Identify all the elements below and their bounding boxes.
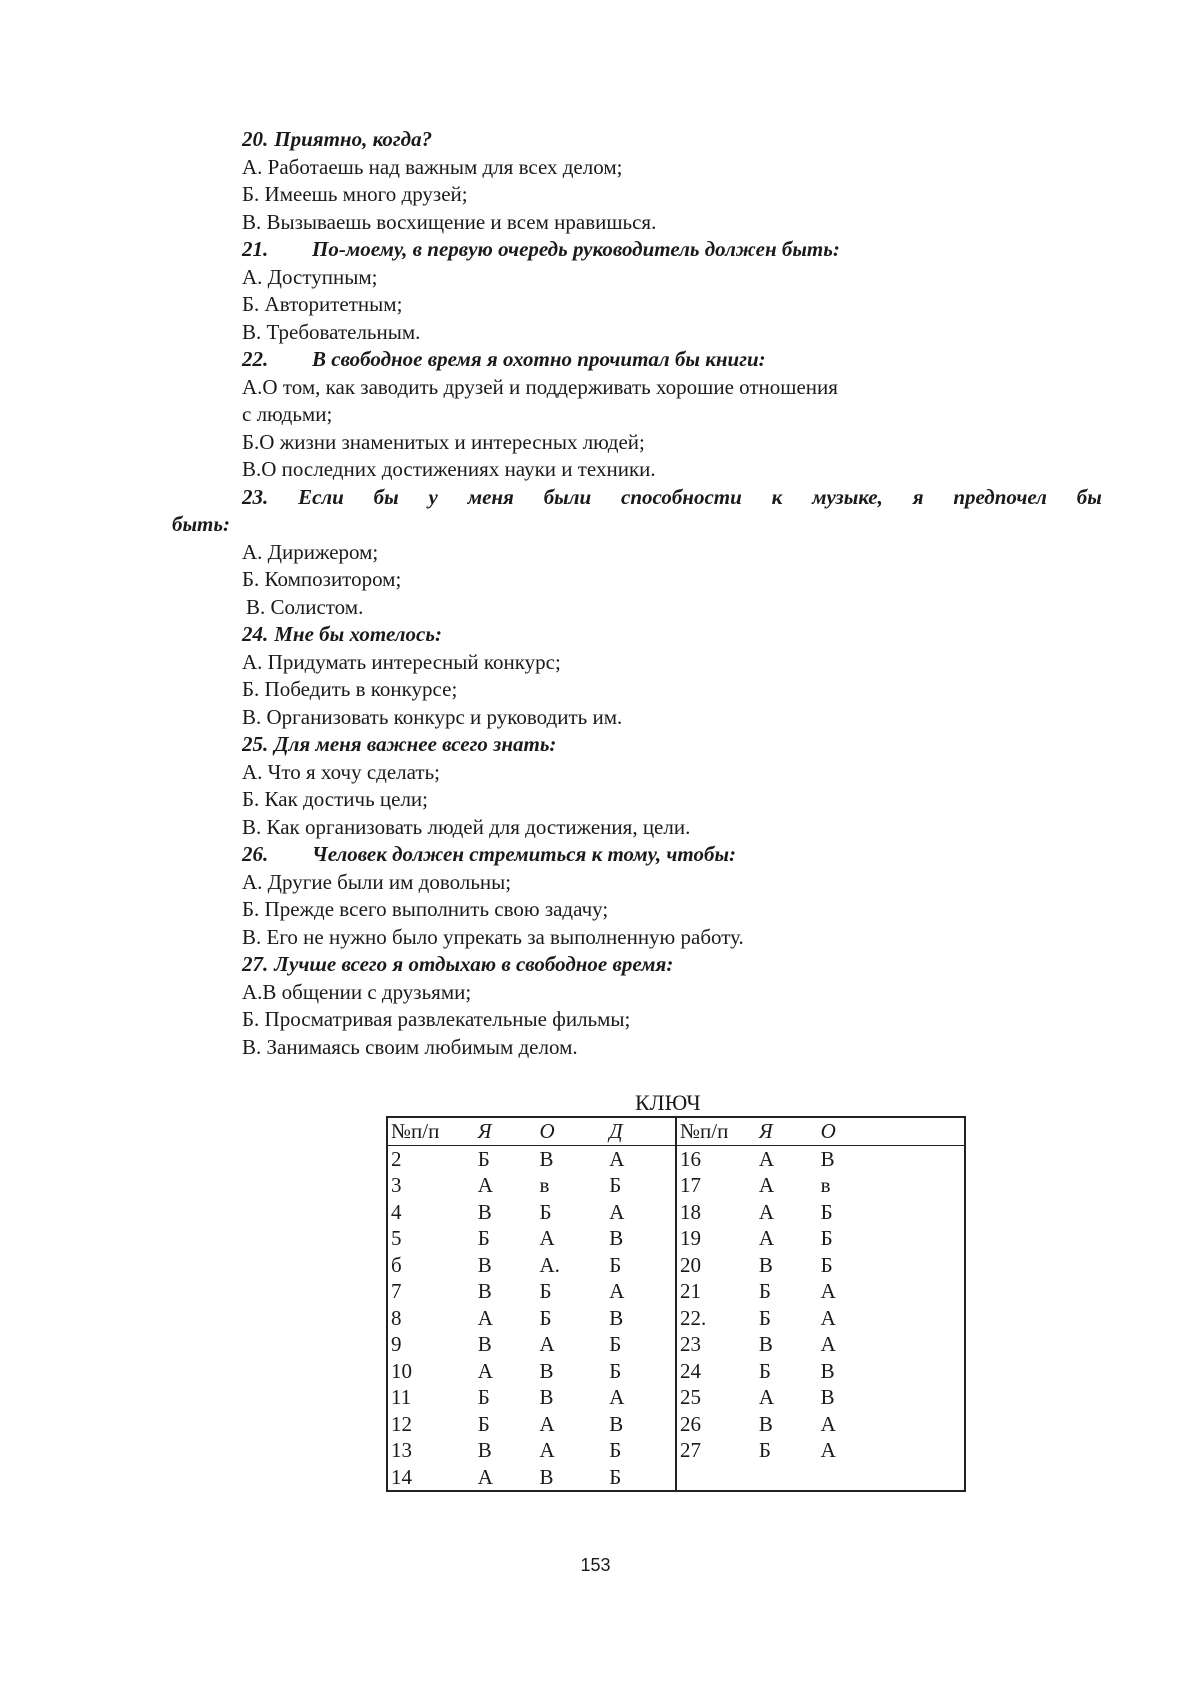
question-word: Если [298, 484, 344, 509]
table-cell: Б [820, 1226, 833, 1250]
table-cell: 12 [391, 1411, 412, 1436]
question-text: Для меня важнее всего знать: [274, 732, 557, 756]
table-cell: В [539, 1146, 554, 1171]
table-cell: В [477, 1199, 492, 1224]
table-cell: Б [609, 1173, 622, 1197]
table-cell: 2 [391, 1146, 402, 1171]
table-cell: В [609, 1305, 624, 1330]
table-cell: А [609, 1279, 625, 1303]
table-cell: 27 [676, 1437, 756, 1464]
table-cell: А [820, 1305, 836, 1330]
table-cell: В [539, 1385, 554, 1409]
table-row [387, 1411, 965, 1438]
column-header: Я [475, 1117, 537, 1145]
question-23 [242, 484, 1102, 512]
question-text: Лучше всего я отдыхаю в свободное время: [274, 952, 674, 976]
table-cell: б [391, 1252, 402, 1277]
table-row [387, 1252, 965, 1279]
question-number: 26. [242, 842, 269, 866]
column-header: О [818, 1117, 965, 1145]
table-cell [818, 1464, 965, 1492]
table-row [387, 1145, 965, 1172]
table-header-row [387, 1117, 965, 1145]
question-number: 24. [242, 622, 269, 646]
table-cell: В [539, 1358, 554, 1383]
table-cell: 3 [391, 1173, 402, 1197]
table-cell: Б [609, 1252, 622, 1277]
question-word: были [543, 484, 592, 509]
option: А. Что я хочу сделать; [242, 759, 441, 784]
table-cell: А [539, 1411, 555, 1436]
table-cell: 4 [391, 1199, 402, 1224]
table-cell: Б [539, 1279, 552, 1303]
question-number: 20. [242, 127, 269, 151]
option: А. Работаешь над важным для всех делом; [242, 154, 623, 179]
table-cell: 5 [391, 1226, 402, 1250]
table-cell: 22. [676, 1305, 756, 1332]
option: Б. Просматривая развлекательные фильмы; [242, 1007, 631, 1031]
questionnaire [172, 126, 1102, 1061]
table-row [387, 1305, 965, 1332]
table-cell: 7 [391, 1279, 402, 1303]
table-cell: А [609, 1199, 625, 1224]
table-cell: А [539, 1226, 555, 1250]
option: В. Организовать конкурс и руководить им. [242, 704, 623, 729]
table-cell: А [758, 1173, 774, 1197]
table-cell: В [820, 1358, 835, 1383]
question-26 [242, 841, 1102, 869]
table-row [387, 1358, 965, 1385]
table-row [387, 1278, 965, 1305]
table-cell: Б [477, 1385, 490, 1409]
table-cell: Б [609, 1464, 622, 1489]
option: А. Другие были им довольны; [242, 869, 512, 894]
table-cell: А [758, 1226, 774, 1250]
table-cell: 18 [676, 1199, 756, 1226]
table-row [387, 1464, 965, 1492]
table-cell: Б [758, 1305, 771, 1330]
option: Б. Как достичь цели; [242, 787, 429, 811]
table-cell: А [477, 1305, 493, 1330]
page-number: 153 [580, 1555, 611, 1575]
table-cell: Б [477, 1146, 490, 1171]
question-22 [242, 346, 1102, 374]
option: с людьми; [242, 402, 333, 426]
table-cell: А [758, 1199, 774, 1224]
question-text: Человек должен стремиться к тому, чтобы: [312, 842, 737, 866]
answer-key-table [386, 1116, 966, 1492]
question-word: музыке, [812, 484, 883, 509]
table-cell: А [758, 1146, 774, 1171]
question-word: бы [373, 484, 399, 509]
table-cell: А [820, 1411, 836, 1436]
option: А.О том, как заводить друзей и поддерживать хорошие отношения [242, 374, 838, 399]
option: Б. Композитором; [242, 567, 402, 591]
table-cell: Б [609, 1332, 622, 1356]
table-cell: 10 [391, 1358, 412, 1383]
question-number: 23. [242, 484, 269, 509]
question-25 [242, 731, 1102, 759]
option: В. Как организовать людей для достижения, цели. [242, 814, 691, 839]
table-cell: 9 [391, 1332, 402, 1356]
table-cell: Б [477, 1226, 490, 1250]
table-cell: 11 [391, 1385, 412, 1409]
table-cell: А [539, 1332, 555, 1356]
option: Б. Авторитетным; [242, 292, 403, 316]
question-word: я [912, 484, 924, 509]
table-cell: В [820, 1385, 835, 1409]
column-header: Д [606, 1117, 676, 1145]
table-cell: А [820, 1332, 836, 1356]
question-word: меня [467, 484, 514, 509]
option: А. Придумать интересный конкурс; [242, 649, 561, 674]
table-cell: 25 [676, 1384, 756, 1411]
table-cell: В [758, 1332, 773, 1356]
table-cell: А [477, 1358, 493, 1383]
option: Б. Победить в конкурсе; [242, 677, 458, 701]
question-23-continuation: быть: [172, 512, 230, 536]
table-cell: В [477, 1279, 492, 1303]
table-cell: в [820, 1173, 831, 1197]
question-number: 27. [242, 952, 269, 976]
table-cell: Б [820, 1199, 833, 1224]
question-word: предпочел [953, 484, 1047, 509]
table-cell: 8 [391, 1305, 402, 1330]
table-cell: Б [539, 1305, 552, 1330]
question-number: 21. [242, 237, 269, 261]
table-cell: А [609, 1385, 625, 1409]
option: В. Солистом. [246, 594, 364, 619]
question-word: к [771, 484, 783, 509]
question-text: По-моему, в первую очередь руководитель должен быть: [312, 237, 840, 261]
table-cell: А [477, 1464, 493, 1489]
key-title: КЛЮЧ [635, 1090, 701, 1115]
table-cell: В [477, 1438, 492, 1462]
table-cell: 13 [391, 1438, 412, 1462]
table-cell: 14 [391, 1464, 412, 1489]
table-row [387, 1384, 965, 1411]
question-text: Приятно, когда? [274, 127, 433, 151]
option: А. Доступным; [242, 264, 378, 289]
question-20 [242, 126, 1102, 154]
table-cell: Б [477, 1411, 490, 1436]
option: Б. Прежде всего выполнить свою задачу; [242, 897, 609, 921]
table-row [387, 1199, 965, 1226]
table-cell: А [758, 1385, 774, 1409]
table-cell: 23 [676, 1331, 756, 1358]
table-cell: 26 [676, 1411, 756, 1438]
table-cell: А [477, 1173, 493, 1197]
table-cell: 24 [676, 1358, 756, 1385]
table-cell: Б [758, 1358, 771, 1383]
question-number: 22. [242, 347, 269, 371]
table-row [387, 1331, 965, 1358]
question-27 [242, 951, 1102, 979]
table-row [387, 1172, 965, 1199]
table-cell: В [539, 1464, 554, 1489]
table-cell [756, 1464, 818, 1492]
question-number: 25. [242, 732, 269, 756]
question-21 [242, 236, 1102, 264]
option: Б.О жизни знаменитых и интересных людей; [242, 429, 645, 454]
table-cell: 21 [676, 1278, 756, 1305]
question-word: способности [621, 484, 742, 509]
table-cell: Б [609, 1438, 622, 1462]
answer-key-body [387, 1145, 965, 1491]
option: Б. Имеешь много друзей; [242, 182, 468, 206]
question-text: Мне бы хотелось: [274, 622, 442, 646]
table-cell: В [609, 1411, 624, 1436]
question-text: В свободное время я охотно прочитал бы книги: [312, 347, 766, 371]
table-cell: Б [609, 1358, 622, 1383]
table-cell: в [539, 1173, 550, 1197]
table-cell: В [477, 1332, 492, 1356]
option: А. Дирижером; [242, 539, 379, 564]
option: В. Занимаясь своим любимым делом. [242, 1034, 578, 1059]
table-row [387, 1225, 965, 1252]
option: В. Его не нужно было упрекать за выполненную работу. [242, 924, 744, 949]
table-cell: А. [539, 1252, 560, 1277]
table-cell: В [609, 1226, 624, 1250]
table-cell: А [820, 1279, 836, 1303]
table-cell: 17 [676, 1172, 756, 1199]
column-header: №п/п [676, 1117, 756, 1145]
table-cell [676, 1464, 756, 1492]
table-row [387, 1437, 965, 1464]
table-cell: В [477, 1252, 492, 1277]
question-word: у [428, 484, 438, 509]
table-cell: А [820, 1438, 836, 1462]
option: В. Требовательным. [242, 319, 421, 344]
table-cell: Б [539, 1199, 552, 1224]
option: А.В общении с друзьями; [242, 979, 472, 1004]
option: В.О последних достижениях науки и техники. [242, 457, 656, 481]
question-word: бы [1076, 484, 1102, 509]
table-cell: А [539, 1438, 555, 1462]
table-cell: В [758, 1252, 773, 1277]
table-cell: А [609, 1146, 625, 1171]
column-header: Я [756, 1117, 818, 1145]
table-cell: Б [758, 1438, 771, 1462]
option: В. Вызываешь восхищение и всем нравишься. [242, 209, 657, 234]
table-cell: В [820, 1146, 835, 1171]
table-cell: Б [820, 1252, 833, 1277]
table-cell: 16 [676, 1145, 756, 1172]
question-24 [242, 621, 1102, 649]
column-header: №п/п [387, 1117, 475, 1145]
table-cell: 20 [676, 1252, 756, 1279]
table-cell: В [758, 1411, 773, 1436]
table-cell: Б [758, 1279, 771, 1303]
table-cell: 19 [676, 1225, 756, 1252]
column-header: О [537, 1117, 607, 1145]
